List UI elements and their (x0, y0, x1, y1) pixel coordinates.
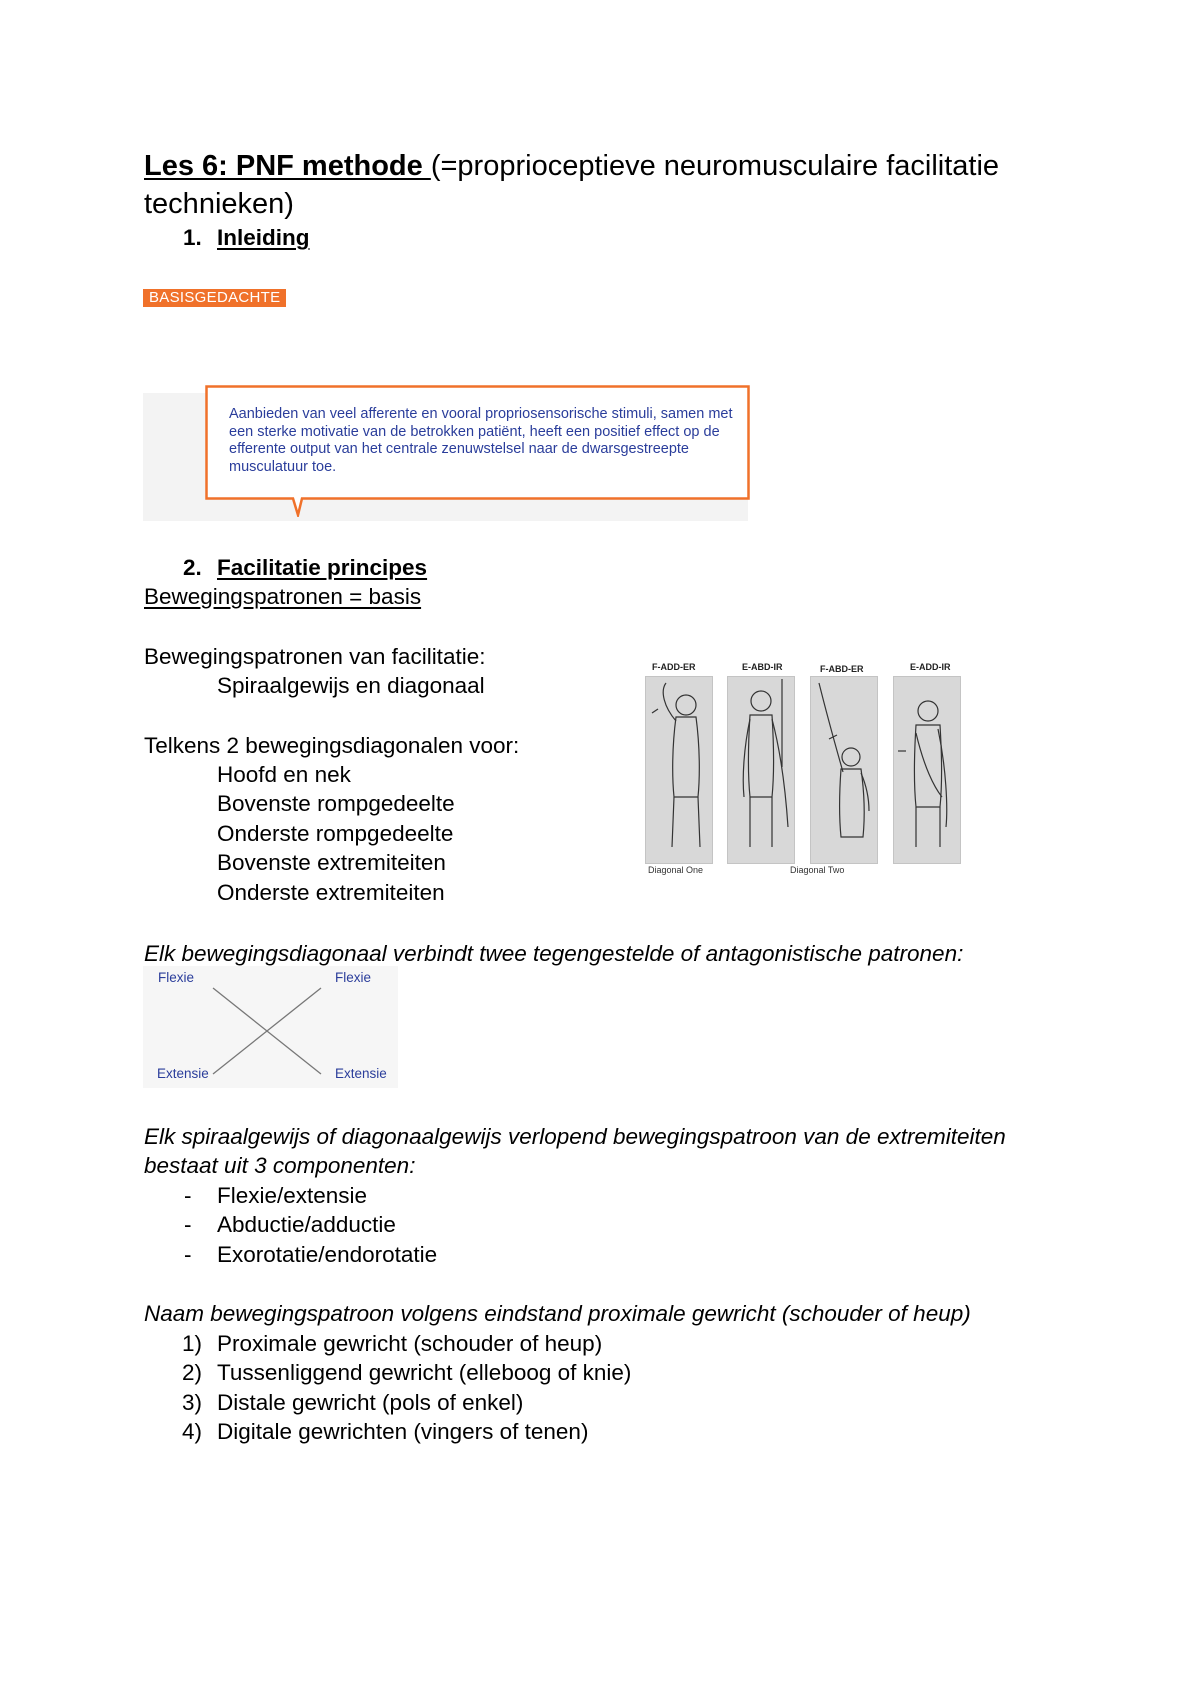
component-item: Exorotatie/endorotatie (217, 1242, 438, 1267)
naming-item-text: Proximale gewricht (schouder of heup) (217, 1331, 603, 1356)
patterns-value: Spiraalgewijs en diagonaal (217, 673, 485, 698)
diagram-label: Extensie (335, 1066, 387, 1081)
figure-label: F-ADD-ER (652, 662, 696, 672)
diagonal-item: Onderste rompgedeelte (217, 821, 454, 846)
diagonal-item: Bovenste rompgedeelte (217, 791, 455, 816)
diagonal-item: Onderste extremiteiten (217, 880, 445, 905)
components-intro-line-1: Elk spiraalgewijs of diagonaalgewijs verlopend bewegingspatroon van de extremiteiten (144, 1124, 1006, 1149)
patterns-label: Bewegingspatronen van facilitatie: (144, 644, 486, 669)
diagram-label: Flexie (335, 970, 372, 985)
diagram-label: Extensie (157, 1066, 209, 1081)
figure-panel-e-abd-ir (727, 676, 795, 864)
bullet-dash: - (184, 1242, 192, 1267)
figure-illustration-icon (811, 677, 877, 863)
diagonals-intro: Telkens 2 bewegingsdiagonalen voor: (144, 733, 520, 758)
naming-item-number: 4) (182, 1419, 203, 1444)
naming-item-text: Tussenliggend gewricht (elleboog of knie) (217, 1360, 632, 1385)
figure-panel-e-add-ir (893, 676, 961, 864)
diagonal-statement: Elk bewegingsdiagonaal verbindt twee tegengestelde of antagonistische patronen: (144, 941, 964, 966)
basisgedachte-label: BASISGEDACHTE (143, 289, 286, 307)
naming-item-number: 2) (182, 1360, 203, 1385)
figure-caption-two: Diagonal Two (790, 865, 845, 875)
title-rest: (=proprioceptieve neuromusculaire facilitatie (430, 150, 1000, 182)
page-title (144, 148, 999, 184)
diagonal-item: Hoofd en nek (217, 762, 351, 787)
section-2-subheading: Bewegingspatronen = basis (144, 584, 422, 609)
section-2-heading: Facilitatie principes (217, 555, 428, 580)
naming-item-number: 1) (182, 1331, 203, 1356)
component-item: Abductie/adductie (217, 1212, 396, 1237)
title-line-2: technieken) (144, 188, 294, 220)
callout-text: Aanbieden van veel afferente en vooral propriosensorische stimuli, samen met een sterke motivatie van de betrokken patiënt, heeft een positief effect op de efferente output van het centrale zenuwstelsel naar de dwarsgestreepte musculatuur toe. (229, 406, 733, 475)
figure-label: E-ABD-IR (742, 662, 783, 672)
figure-illustration-icon (728, 677, 794, 863)
figure-label: F-ABD-ER (820, 664, 864, 674)
diagonal-item: Bovenste extremiteiten (217, 850, 446, 875)
diagram-label: Flexie (158, 970, 195, 985)
naming-intro: Naam bewegingspatroon volgens eindstand proximale gewricht (schouder of heup) (144, 1301, 971, 1326)
figure-panel-f-abd-er (810, 676, 878, 864)
components-intro-line-2: bestaat uit 3 componenten: (144, 1153, 416, 1178)
section-1-number: 1. (183, 225, 202, 250)
naming-item-number: 3) (182, 1390, 203, 1415)
figure-caption-one: Diagonal One (648, 865, 704, 875)
bullet-dash: - (184, 1183, 192, 1208)
title-prefix: Les 6: PNF methode (144, 150, 431, 182)
figure-panel-f-add-er (645, 676, 713, 864)
figure-illustration-icon (646, 677, 712, 863)
naming-item-text: Distale gewricht (pols of enkel) (217, 1390, 524, 1415)
figure-label: E-ADD-IR (910, 662, 951, 672)
component-item: Flexie/extensie (217, 1183, 368, 1208)
bullet-dash: - (184, 1212, 192, 1237)
naming-item-text: Digitale gewrichten (vingers of tenen) (217, 1419, 589, 1444)
section-2-number: 2. (183, 555, 202, 580)
section-1-heading: Inleiding (217, 225, 310, 250)
figure-illustration-icon (894, 677, 960, 863)
